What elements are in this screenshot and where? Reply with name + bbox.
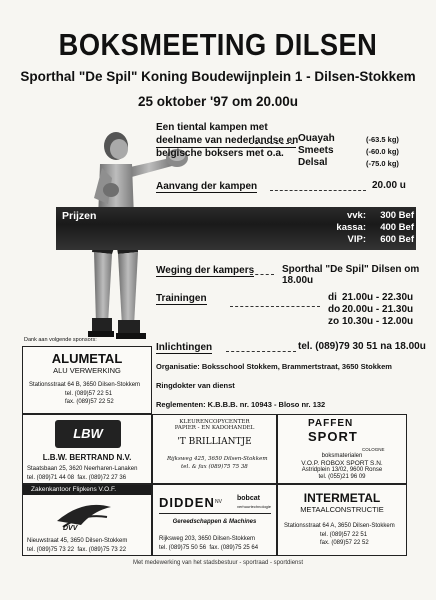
intro-text: [156, 121, 306, 160]
lbw-logo-text: LBW: [73, 426, 103, 441]
didden-address: Rijksweg 203, 3650 Dilsen-Stokkem: [159, 536, 256, 542]
alumetal-address: Stationsstraat 64 B, 3650 Dilsen-Stokkem: [29, 382, 141, 388]
brilliantje-line-1: KLEURENCOPYCENTER: [179, 419, 250, 425]
lbw-name: L.B.W. BERTRAND N.V.: [42, 453, 132, 462]
brilliantje-line-2: PAPIER - EN KADOHANDEL: [174, 425, 255, 431]
intermetal-tel: tel. (089)57 22 51: [320, 531, 368, 538]
paffen-company: V.O.P. ROBOX SPORT S.N.: [301, 460, 383, 467]
lbw-fax: fax. (089)72 27 36: [77, 474, 127, 481]
boxer-weight-3: (-75.0 kg): [366, 159, 399, 168]
didden-brand-sub: verhuurtechnologie: [237, 504, 272, 509]
lbw-logo: [55, 420, 121, 448]
sponsor-paffen: [277, 414, 407, 484]
didden-sub: Gereedschappen & Machines: [172, 519, 257, 525]
boxer-name-2: Smeets: [298, 145, 334, 156]
alumetal-fax: fax. (089)57 22 52: [65, 399, 114, 405]
didden-rule: [159, 513, 271, 514]
start-time: 20.00 u: [372, 180, 406, 191]
venue-line: Sporthal "De Spil" Koning Boudewijnplein 1 - Dilsen-Stokkem: [20, 69, 416, 84]
sponsor-didden: [152, 484, 277, 556]
intermetal-sub: METAALCONSTRUCTIE: [300, 505, 384, 514]
event-date: 25 oktober '97 om 20.00u: [137, 94, 299, 109]
flipkens-fax: fax. (089)75 73 22: [77, 546, 127, 553]
intro-underline: [156, 147, 296, 148]
sponsor-intermetal: [277, 484, 407, 556]
weighing-value: Sporthal "De Spil" Dilsen om 18.00u: [282, 264, 420, 286]
price-value-1: 300 Bef: [380, 210, 414, 221]
training-day-3: zo: [328, 316, 340, 327]
price-value-3: 600 Bef: [380, 234, 414, 245]
intro-line-1: Een tiental kampen met deelname van nederlandse en: [156, 122, 299, 146]
weighing-label: Weging der kampers: [156, 265, 255, 276]
sponsor-brilliantje: [152, 414, 277, 484]
paffen-city: COLOGNE: [362, 447, 385, 452]
training-day-1: di: [328, 292, 337, 303]
brilliantje-name: 'T BRILLIANTJE: [177, 437, 252, 447]
page-title: BOKSMEETING DILSEN: [58, 27, 378, 62]
alumetal-name: ALUMETAL: [51, 351, 123, 366]
intro-line-2: belgische boksers met o.a.: [156, 148, 284, 159]
didden-tel: tel. (089)75 50 56: [159, 544, 207, 551]
brilliantje-tel: tel. & fax (089)75 75 38: [181, 464, 248, 470]
alumetal-sub: ALU VERWERKING: [53, 366, 121, 375]
info-value: tel. (089)79 30 51 na 18.00u: [298, 341, 426, 352]
info-leader: [226, 351, 296, 352]
info-label: Inlichtingen: [156, 342, 213, 353]
boxer-weight-1: (-63.5 kg): [366, 135, 399, 144]
flipkens-name: Zakenkantoor Flipkens V.O.F.: [23, 485, 151, 495]
flipkens-address: Nieuwstraat 45, 3650 Dilsen-Stokkem: [27, 538, 128, 544]
training-day-2: do: [328, 304, 341, 315]
paffen-sub: boksmaterialen: [321, 453, 363, 459]
price-value-2: 400 Bef: [380, 222, 414, 233]
flipkens-tel: tel. (089)75 73 22: [27, 546, 75, 553]
trainings-leader: [230, 306, 320, 307]
organisation-text: Organisatie: Boksschool Stokkem, Brammertstraat, 3650 Stokkem: [156, 362, 392, 371]
rules-text: Reglementen: K.B.B.B. nr. 10943 - Bloso nr. 132: [156, 400, 326, 409]
boxer-weight-2: (-60.0 kg): [366, 147, 399, 156]
lbw-tel: tel. (089)71 44 08: [27, 474, 75, 481]
start-leader: [270, 190, 366, 191]
ring-doctor-text: Ringdokter van dienst: [156, 381, 235, 390]
lbw-address: Staatsbaan 25, 3620 Neerharen-Lanaken: [27, 466, 138, 472]
flipkens-logo-text: DVV: [63, 525, 78, 532]
alumetal-tel: tel. (089)57 22 51: [65, 390, 113, 397]
intermetal-address: Stationsstraat 64 A, 3650 Dilsen-Stokkem: [284, 523, 395, 529]
didden-suffix: NV: [215, 499, 222, 505]
brilliantje-address: Rijksweg 425, 3650 Dilsen-Stokkem: [167, 456, 268, 462]
sponsor-lbw: [22, 414, 152, 484]
didden-brand: bobcat: [237, 495, 260, 502]
weighing-leader: [250, 274, 274, 275]
training-time-3: 10.30u - 12.00u: [342, 316, 414, 327]
boxer-leader-1: [250, 143, 294, 144]
paffen-name-2: SPORT: [308, 429, 358, 444]
boxer-name-1: Ouayah: [298, 133, 335, 144]
trainings-label: Trainingen: [156, 293, 207, 304]
paffen-name-1: PAFFEN: [308, 418, 354, 429]
paffen-tel: tel. (055)21 96 09: [318, 474, 366, 480]
sponsor-alumetal: [22, 346, 152, 414]
footer-text: Met medewerking van het stadsbestuur - sportraad - sportdienst: [132, 560, 304, 566]
training-time-1: 21.00u - 22.30u: [342, 292, 414, 303]
price-label-2: kassa:: [336, 222, 366, 233]
prices-label: Prijzen: [62, 210, 97, 222]
price-label-1: vvk:: [346, 210, 366, 221]
price-label-3: VIP:: [347, 234, 366, 245]
boxer-name-3: Delsal: [298, 157, 328, 168]
start-label: Aanvang der kampen: [156, 181, 258, 192]
sponsor-flipkens: [22, 484, 152, 556]
intermetal-name: INTERMETAL: [303, 491, 381, 505]
didden-name: DIDDEN: [159, 495, 215, 510]
paffen-address: Astridplein 13/02, 9600 Ronse: [301, 467, 383, 473]
intermetal-fax: fax. (089)57 22 52: [320, 540, 369, 546]
training-time-2: 20.00u - 21.30u: [342, 304, 414, 315]
sponsor-caption: Dank aan volgende sponsors:: [24, 337, 97, 343]
didden-fax: fax. (089)75 25 64: [209, 544, 259, 551]
